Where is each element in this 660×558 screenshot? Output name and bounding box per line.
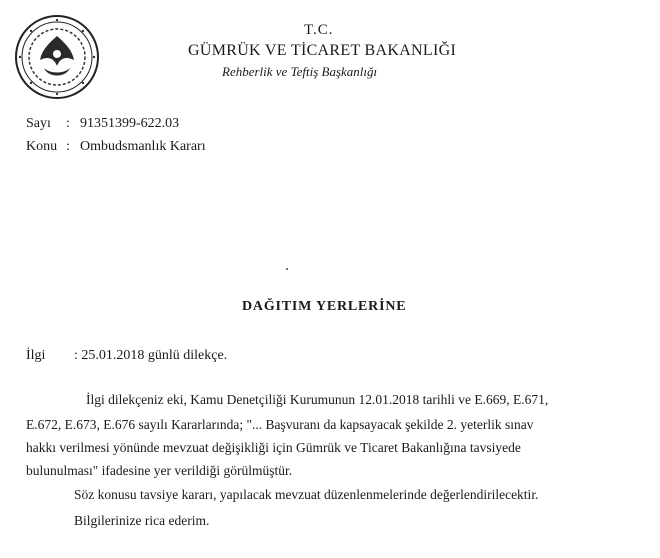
body-line: E.672, E.673, E.676 sayılı Kararlarında; "... Başvuranı da kapsayacak şekilde 2. yeterlik sınav xyxy=(26,417,534,432)
body-line: İlgi dilekçeniz eki, Kamu Denetçiliği Kurumunun 12.01.2018 tarihli ve E.669, E.671, xyxy=(86,392,549,407)
body-line: hakkı verilmesi yönünde mevzuat değişikliği için Gümrük ve Ticaret Bakanlığına tavsiyede xyxy=(26,440,521,455)
scan-speck xyxy=(286,268,288,270)
sayi-label: Sayı xyxy=(26,116,51,131)
department-name: Rehberlik ve Teftiş Başkanlığı xyxy=(222,64,378,79)
header-tc: T.C. xyxy=(304,22,334,38)
konu-value: Ombudsmanlık Kararı xyxy=(80,139,206,154)
sayi-value: 91351399-622.03 xyxy=(80,116,180,131)
ilgi-value: : 25.01.2018 günlü dilekçe. xyxy=(74,348,228,363)
konu-label: Konu xyxy=(26,139,58,154)
closing-line: Bilgilerinize rica ederim. xyxy=(74,513,210,528)
ministry-name: GÜMRÜK VE TİCARET BAKANLIĞI xyxy=(188,42,457,59)
konu-colon: : xyxy=(66,139,70,154)
ilgi-label: İlgi xyxy=(26,348,46,363)
body-line: Söz konusu tavsiye kararı, yapılacak mevzuat düzenlenmelerinde değerlendirilecektir. xyxy=(74,487,539,502)
sayi-colon: : xyxy=(66,116,70,131)
distribution-title: DAĞITIM YERLERİNE xyxy=(242,299,407,314)
ministry-seal-icon xyxy=(14,14,100,100)
body-line: bulunulması" ifadesine yer verildiği görülmüştür. xyxy=(26,463,293,478)
